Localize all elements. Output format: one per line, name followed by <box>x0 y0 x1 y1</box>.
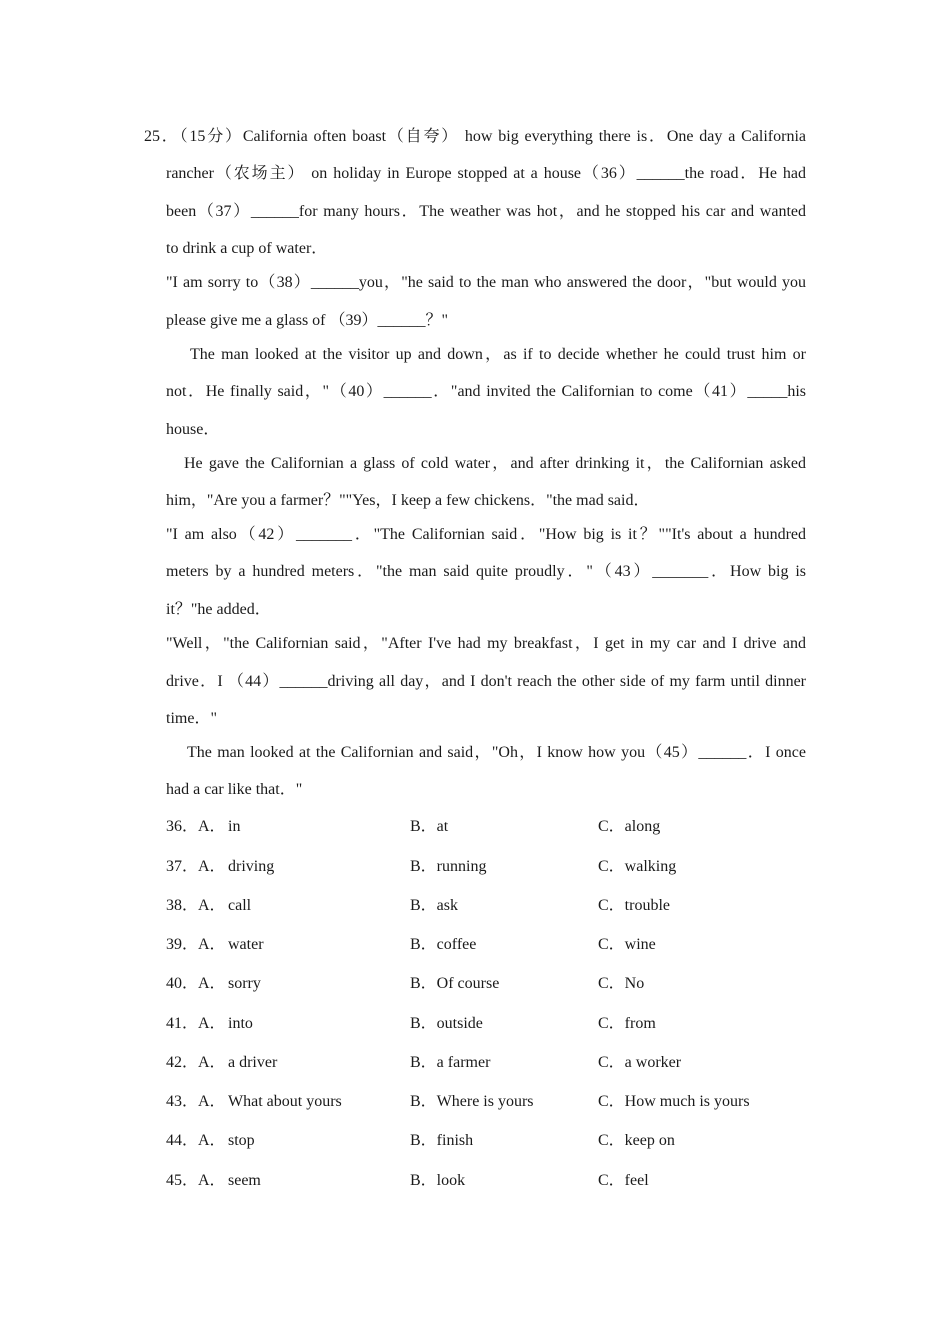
passage-line: had a car like that．" <box>166 781 303 798</box>
option-a[interactable]: water <box>228 936 264 953</box>
option-b[interactable]: B．Where is yours <box>410 1093 534 1110</box>
option-a[interactable]: driving <box>228 858 275 875</box>
question-number: 40．A． <box>166 975 226 992</box>
option-b[interactable]: B．finish <box>410 1132 474 1149</box>
option-a[interactable]: What about yours <box>228 1093 342 1110</box>
passage-line: it？"he added． <box>166 601 271 618</box>
question-number: 39．A． <box>166 936 226 953</box>
passage-line: drive．I （44）______driving all day，and I don't reach the other side of my farm until dinner <box>166 673 806 690</box>
question-number: 42．A． <box>166 1054 226 1071</box>
passage-line: please give me a glass of （39）______？" <box>166 312 449 329</box>
option-c[interactable]: C．a worker <box>598 1054 682 1071</box>
option-c[interactable]: C．keep on <box>598 1132 675 1149</box>
option-c[interactable]: C．How much is yours <box>598 1093 750 1110</box>
passage-line: 25．（15分）California often boast（自夸） how big everything there is．One day a California <box>144 128 806 145</box>
option-c[interactable]: C．feel <box>598 1172 649 1189</box>
question-number: 45．A． <box>166 1172 226 1189</box>
option-a[interactable]: stop <box>228 1132 255 1149</box>
passage-line: time．" <box>166 710 217 727</box>
question-number: 41．A． <box>166 1015 226 1032</box>
passage-line: house． <box>166 421 220 438</box>
passage-line: "I am also（42）_______．"The Californian said．"How big is it？""It's about a hundred <box>166 526 806 543</box>
option-c[interactable]: C．No <box>598 975 645 992</box>
passage-line: The man looked at the visitor up and down，as if to decide whether he could trust him or <box>190 346 806 363</box>
option-b[interactable]: B．ask <box>410 897 459 914</box>
option-b[interactable]: B．at <box>410 818 449 835</box>
option-c[interactable]: C．trouble <box>598 897 670 914</box>
option-c[interactable]: C．from <box>598 1015 656 1032</box>
passage-line: been（37）______for many hours．The weather was hot，and he stopped his car and wanted <box>166 203 806 220</box>
question-number: 38．A． <box>166 897 226 914</box>
option-b[interactable]: B．look <box>410 1172 466 1189</box>
option-b[interactable]: B．a farmer <box>410 1054 491 1071</box>
passage-line: "I am sorry to（38）______you，"he said to the man who answered the door，"but would you <box>166 274 806 291</box>
question-number: 43．A． <box>166 1093 226 1110</box>
passage-line: "Well，"the Californian said，"After I've had my breakfast，I get in my car and I drive and <box>166 635 806 652</box>
option-b[interactable]: B．running <box>410 858 487 875</box>
passage-line: rancher（农场主） on holiday in Europe stopped at a house（36）______the road．He had <box>166 165 806 182</box>
passage-line: He gave the Californian a glass of cold water，and after drinking it，the Californian asked <box>184 455 807 472</box>
option-b[interactable]: B．outside <box>410 1015 483 1032</box>
question-number: 44．A． <box>166 1132 226 1149</box>
question-number: 37．A． <box>166 858 226 875</box>
passage-line: meters by a hundred meters．"the man said quite proudly．"（43）_______．How big is <box>166 563 806 580</box>
option-b[interactable]: B．coffee <box>410 936 477 953</box>
option-a[interactable]: call <box>228 897 252 914</box>
option-c[interactable]: C．walking <box>598 858 677 875</box>
option-a[interactable]: into <box>228 1015 253 1032</box>
option-b[interactable]: B．Of course <box>410 975 500 992</box>
option-a[interactable]: seem <box>228 1172 261 1189</box>
question-number: 36．A． <box>166 818 226 835</box>
passage-line: to drink a cup of water． <box>166 240 328 257</box>
passage-line: The man looked at the Californian and said，"Oh，I know how you（45）______．I once <box>187 744 806 761</box>
passage-line: him，"Are you a farmer？""Yes，I keep a few chickens．"the mad said． <box>166 492 650 509</box>
option-a[interactable]: in <box>228 818 241 835</box>
passage-line: not．He finally said，"（40）______．"and invited the Californian to come（41）_____his <box>166 383 806 400</box>
option-a[interactable]: a driver <box>228 1054 278 1071</box>
option-c[interactable]: C．along <box>598 818 661 835</box>
option-a[interactable]: sorry <box>228 975 261 992</box>
option-c[interactable]: C．wine <box>598 936 656 953</box>
